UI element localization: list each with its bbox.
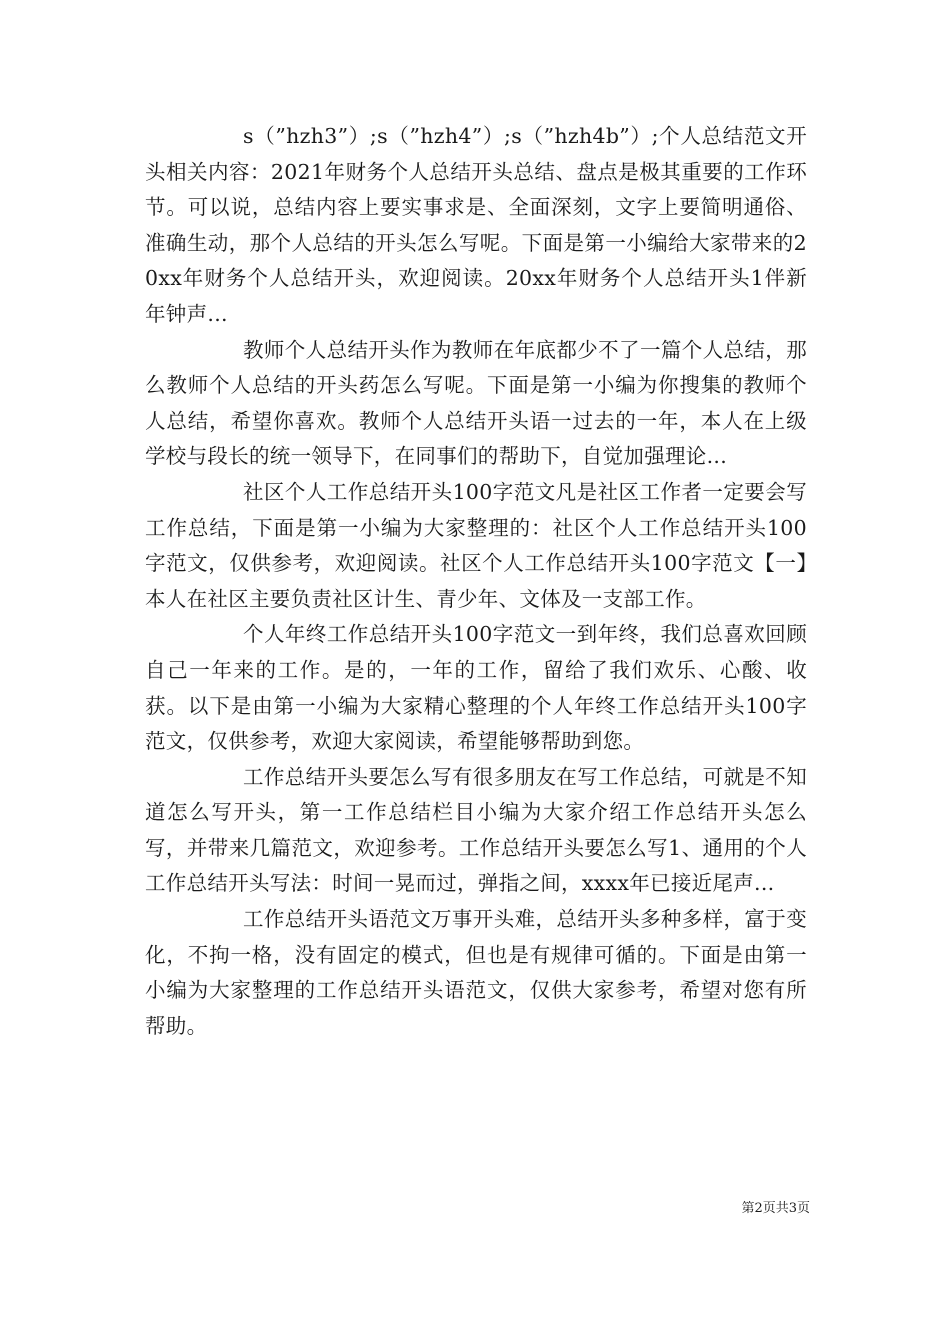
document-body xyxy=(145,119,807,1044)
page-number: 第2页共3页 xyxy=(741,1201,810,1216)
paragraph-6: 工作总结开头语范文万事开头难，总结开头多种多样，富于变化，不拘一格，没有固定的模式，但也是有规律可循的。下面是由第一小编为大家整理的工作总结开头语范文，仅供大家参考，希望对您有所帮助。 xyxy=(145,907,807,1038)
paragraph-3: 社区个人工作总结开头100字范文凡是社区工作者一定要会写工作总结，下面是第一小编为大家整理的：社区个人工作总结开头100字范文，仅供参考，欢迎阅读。社区个人工作总结开头100字范文【一】本人在社区主要负责社区计生、青少年、文体及一支部工作。 xyxy=(145,479,807,611)
paragraph-4: 个人年终工作总结开头100字范文一到年终，我们总喜欢回顾自己一年来的工作。是的，一年的工作，留给了我们欢乐、心酸、收获。以下是由第一小编为大家精心整理的个人年终工作总结开头100字范文，仅供参考，欢迎大家阅读，希望能够帮助到您。 xyxy=(145,622,807,754)
paragraph-5: 工作总结开头要怎么写有很多朋友在写工作总结，可就是不知道怎么写开头，第一工作总结栏目小编为大家介绍工作总结开头怎么写，并带来几篇范文，欢迎参考。工作总结开头要怎么写1、通用的个人工作总结开头写法：时间一晃而过，弹指之间，xxxx年已接近尾声... xyxy=(145,764,807,896)
paragraph-1: s（”hzh3”）;s（”hzh4”）;s（”hzh4b”）;个人总结范文开头相关内容：2021年财务个人总结开头总结、盘点是极其重要的工作环节。可以说，总结内容上要实事求是、全面深刻，文字上要简明通俗、准确生动，那个人总结的开头怎么写呢。下面是第一小编给大家带来的20xx年财务个人总结开头，欢迎阅读。20xx年财务个人总结开头1伴新年钟声... xyxy=(145,124,807,326)
paragraph-2: 教师个人总结开头作为教师在年底都少不了一篇个人总结，那么教师个人总结的开头药怎么写呢。下面是第一小编为你搜集的教师个人总结，希望你喜欢。教师个人总结开头语一过去的一年，本人在上级学校与段长的统一领导下，在同事们的帮助下，自觉加强理论... xyxy=(145,337,807,469)
